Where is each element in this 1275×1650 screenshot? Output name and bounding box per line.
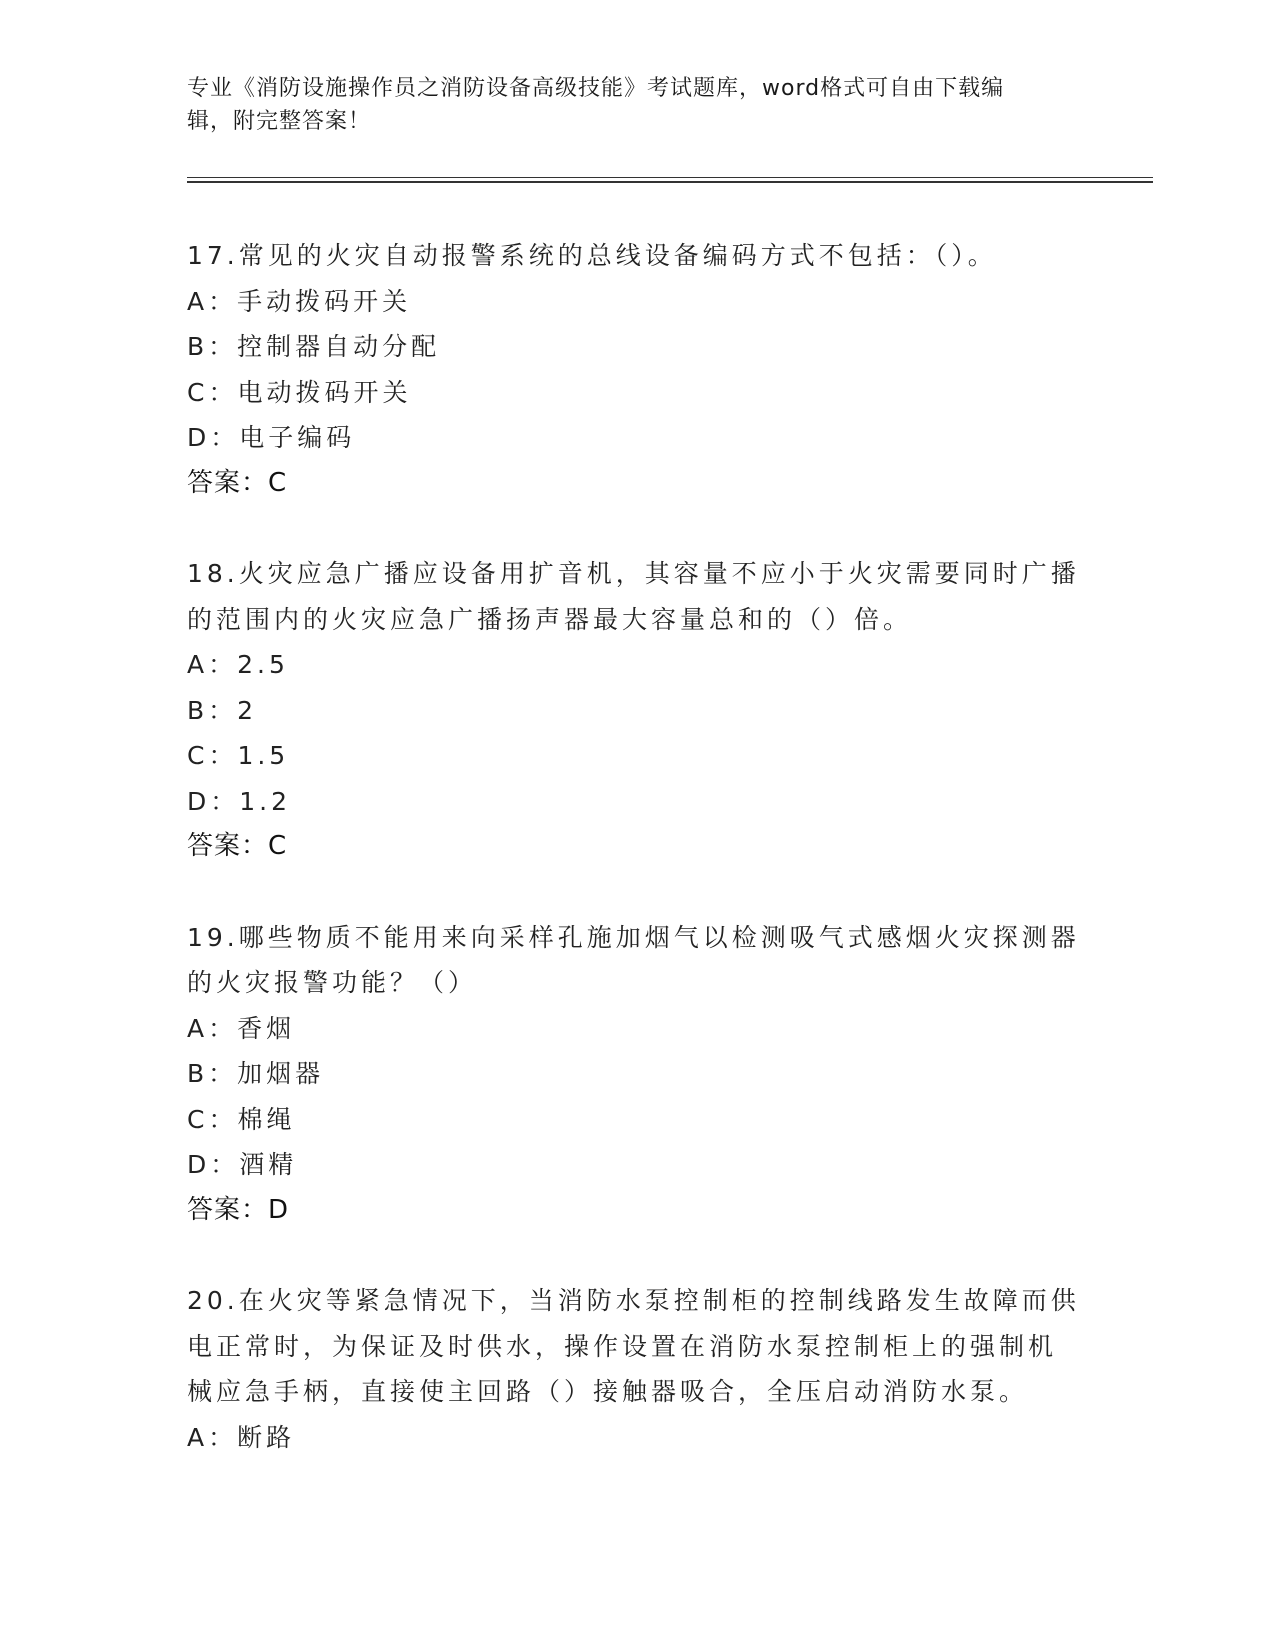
header-divider-top <box>187 177 1153 178</box>
stem-line: 的火灾报警功能？（） <box>187 968 478 997</box>
option-a: A：香烟 <box>187 1013 296 1043</box>
question-18 <box>187 551 1087 870</box>
question-19 <box>187 915 1087 1234</box>
answer: 答案：C <box>187 831 288 861</box>
answer: 答案：D <box>187 1194 290 1225</box>
header-line-2: 辑，附完整答案！ <box>187 109 372 134</box>
option-c: C：1.5 <box>187 741 290 770</box>
question-stem <box>187 915 1087 1006</box>
question-list <box>187 233 1087 1505</box>
stem-line: 电正常时，为保证及时供水，操作设置在消防水泵控制柜上的强制机 <box>187 1331 1058 1361</box>
question-17 <box>187 233 1087 506</box>
question-stem <box>187 233 1087 279</box>
question-20 <box>187 1278 1087 1460</box>
question-stem <box>187 551 1087 642</box>
option-a: A：断路 <box>187 1422 296 1452</box>
option-d: D：酒精 <box>187 1150 298 1179</box>
option-b: B：2 <box>187 695 258 725</box>
answer: 答案：C <box>187 467 288 498</box>
stem-line: 20.在火灾等紧急情况下，当消防水泵控制柜的控制线路发生故障而供 <box>187 1286 1080 1315</box>
option-b: B：控制器自动分配 <box>187 332 441 361</box>
stem-line: 17.常见的火灾自动报警系统的总线设备编码方式不包括：（）。 <box>187 241 997 270</box>
document-header <box>187 72 1067 138</box>
stem-line: 18.火灾应急广播应设备用扩音机，其容量不应小于火灾需要同时广播 <box>187 559 1080 588</box>
question-stem <box>187 1278 1087 1415</box>
option-d: D：1.2 <box>187 786 292 816</box>
stem-line: 19.哪些物质不能用来向采样孔施加烟气以检测吸气式感烟火灾探测器 <box>187 922 1080 952</box>
header-line-1: 专业《消防设施操作员之消防设备高级技能》考试题库，word格式可自由下载编 <box>187 76 1005 101</box>
option-a: A：手动拨码开关 <box>187 286 412 316</box>
option-b: B：加烟器 <box>187 1059 325 1088</box>
option-c: C：电动拨码开关 <box>187 377 412 407</box>
option-d: D：电子编码 <box>187 423 356 452</box>
stem-line: 的范围内的火灾应急广播扬声器最大容量总和的（）倍。 <box>187 604 913 634</box>
option-a: A：2.5 <box>187 650 289 679</box>
stem-line: 械应急手柄，直接使主回路（）接触器吸合，全压启动消防水泵。 <box>187 1377 1029 1406</box>
option-c: C：棉绳 <box>187 1104 296 1134</box>
header-divider-bottom <box>187 181 1153 183</box>
